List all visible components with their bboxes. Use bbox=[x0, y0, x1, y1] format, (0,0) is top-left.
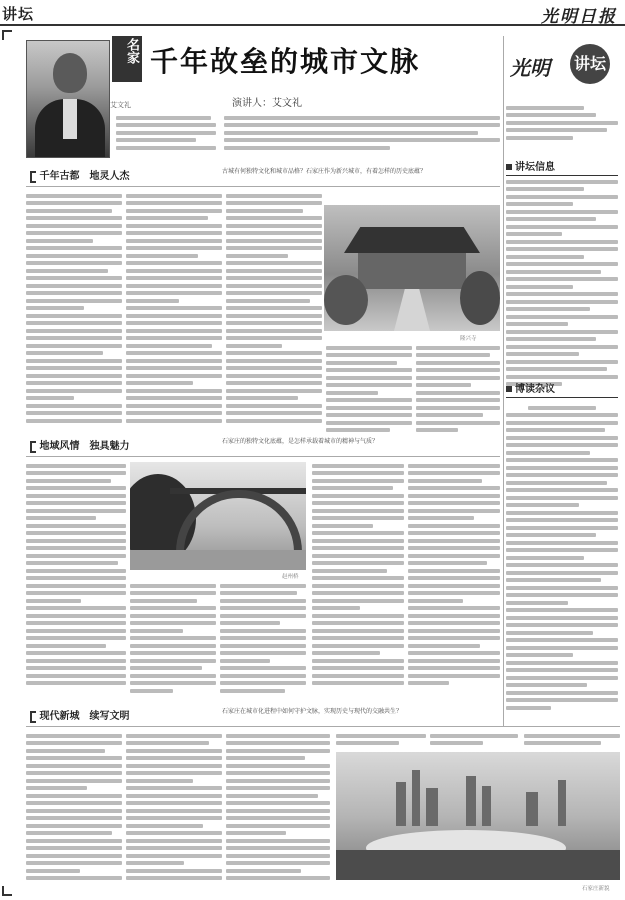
section-3-col-5 bbox=[430, 730, 518, 750]
bridge-photo bbox=[130, 462, 306, 570]
divider bbox=[26, 186, 500, 187]
speaker-photo bbox=[26, 40, 110, 158]
notes-text bbox=[506, 402, 618, 742]
speaker-byline: 演讲人：艾文礼 bbox=[232, 98, 302, 109]
notes-heading: 博读杂议 bbox=[506, 384, 618, 398]
section-1-col-1 bbox=[26, 190, 122, 436]
section-2-col-4 bbox=[312, 460, 404, 700]
city-photo bbox=[336, 752, 620, 880]
bridge-caption: 赵州桥 bbox=[282, 574, 299, 580]
sidebar-info bbox=[506, 102, 618, 152]
section-heading-1: 千年古都 地灵人杰 bbox=[30, 170, 129, 184]
section-2-col-5 bbox=[408, 460, 500, 700]
section-2-col-3 bbox=[220, 580, 306, 700]
section-1-col-2 bbox=[126, 190, 222, 436]
city-caption: 石家庄新貌 bbox=[582, 886, 610, 892]
corner-ornament bbox=[2, 886, 12, 896]
section-3-col-2 bbox=[126, 730, 222, 890]
photo-caption: 艾文礼 bbox=[110, 101, 131, 109]
temple-photo bbox=[324, 205, 500, 331]
divider bbox=[26, 456, 500, 457]
section-heading-3: 现代新城 续写文明 bbox=[30, 710, 129, 724]
newspaper-masthead: 光明日报 bbox=[541, 7, 617, 27]
divider bbox=[26, 726, 620, 727]
article-title: 千年故垒的城市文脉 bbox=[150, 45, 421, 78]
section-lede-2: 石家庄的独特文化底蕴，是怎样承载着城市的精神与气质？ bbox=[222, 438, 379, 445]
section-3-col-1 bbox=[26, 730, 122, 890]
section-name: 讲坛 bbox=[2, 5, 35, 23]
section-3-col-6 bbox=[524, 730, 620, 750]
page-header bbox=[0, 0, 625, 26]
section-1-col-5 bbox=[416, 342, 500, 436]
section-lede-3: 石家庄在城市化进程中如何守护文脉，实现历史与现代的交融共生？ bbox=[222, 708, 403, 715]
column-rule bbox=[503, 36, 504, 726]
section-heading-2: 地域风情 独具魅力 bbox=[30, 440, 129, 454]
temple-caption: 隆兴寺 bbox=[460, 336, 477, 342]
forum-logo: 光明 讲坛 bbox=[506, 36, 618, 102]
section-1-col-4 bbox=[326, 342, 412, 436]
section-2-col-2 bbox=[130, 580, 216, 700]
section-1-col-3 bbox=[226, 190, 322, 436]
corner-ornament bbox=[2, 30, 12, 40]
column-tag: 名家 bbox=[112, 36, 142, 82]
section-3-col-3 bbox=[226, 730, 330, 890]
section-lede-1: 古城有何独特文化和城市品格？石家庄作为新兴城市，有着怎样的历史底蕴？ bbox=[222, 168, 427, 175]
intro-paragraph bbox=[224, 112, 500, 162]
section-3-col-4 bbox=[336, 730, 426, 750]
section-2-col-1 bbox=[26, 460, 126, 700]
speaker-bio bbox=[116, 112, 216, 162]
news-heading: 讲坛信息 bbox=[506, 162, 618, 176]
